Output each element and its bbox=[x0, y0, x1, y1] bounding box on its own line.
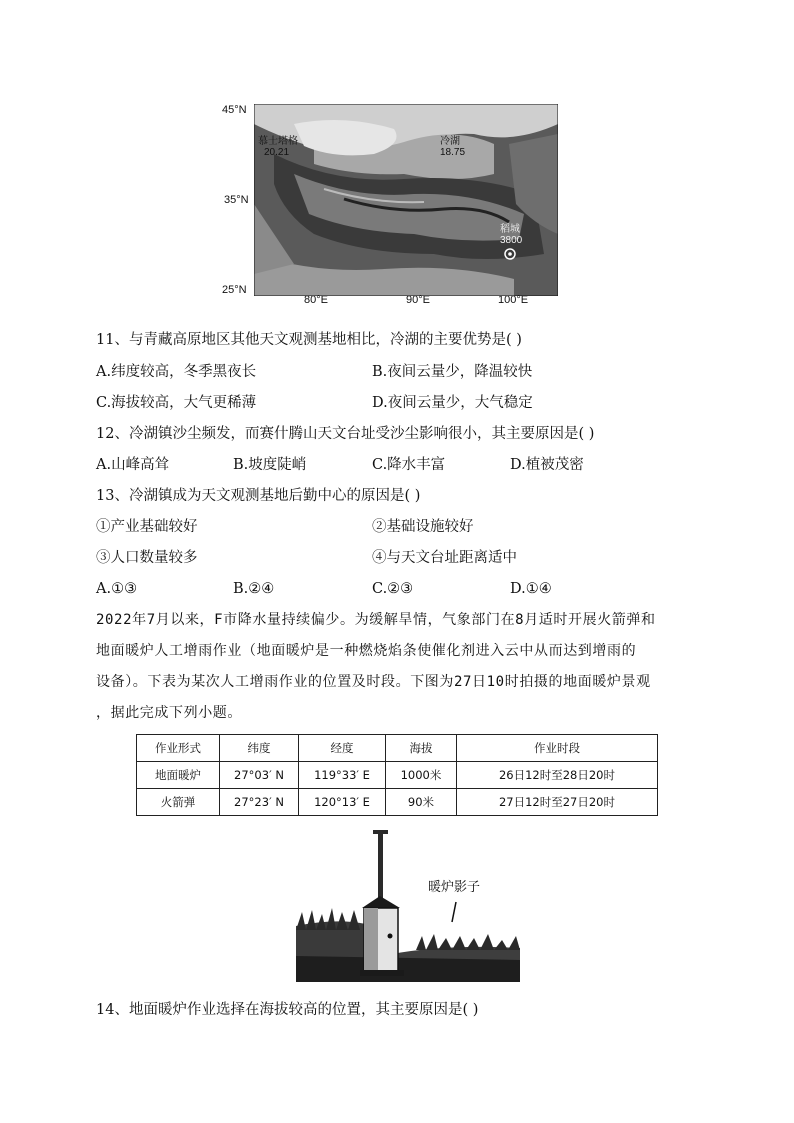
lon-label-80: 80°E bbox=[304, 294, 328, 306]
lon-label-90: 90°E bbox=[406, 294, 430, 306]
table-cell: 119°33′ E bbox=[299, 762, 386, 789]
table-cell: 27°23′ N bbox=[220, 789, 299, 816]
q13-option-b: B.②④ bbox=[233, 581, 275, 597]
q12-stem: 12、冷湖镇沙尘频发，而赛什腾山天文台址受沙尘影响很小，其主要原因是( ) bbox=[96, 426, 595, 442]
lat-label-45: 45°N bbox=[222, 104, 247, 116]
ground-burner-photo bbox=[296, 826, 520, 982]
q11-option-b: B.夜间云量少，降温较快 bbox=[372, 364, 533, 380]
passage-line-3: 设备）。下表为某次人工增雨作业的位置及时段。下图为27日10时拍摄的地面暖炉景观 bbox=[96, 674, 651, 690]
terrain-map-image bbox=[254, 104, 558, 296]
q11-option-a: A.纬度较高，冬季黑夜长 bbox=[96, 364, 257, 380]
rain-enhancement-table bbox=[136, 734, 658, 816]
lat-label-25: 25°N bbox=[222, 284, 247, 296]
table-header-cell: 作业时段 bbox=[457, 735, 658, 762]
q12-option-a: A.山峰高耸 bbox=[96, 457, 170, 473]
passage-line-2: 地面暖炉人工增雨作业（地面暖炉是一种燃烧焰条使催化剂进入云中从而达到增雨的 bbox=[96, 643, 637, 659]
table-cell: 27日12时至27日20时 bbox=[457, 789, 658, 816]
q11-option-c: C.海拔较高，大气更稀薄 bbox=[96, 395, 257, 411]
q13-stem: 13、冷湖镇成为天文观测基地后勤中心的原因是( ) bbox=[96, 488, 421, 504]
q13-statement-4: ④与天文台址距离适中 bbox=[372, 550, 517, 566]
ground-burner-photo-figure bbox=[296, 826, 520, 982]
table-header-row bbox=[137, 735, 658, 762]
table-cell: 27°03′ N bbox=[220, 762, 299, 789]
lon-label-100: 100°E bbox=[498, 294, 529, 306]
qinghai-tibet-map-figure bbox=[222, 104, 562, 310]
site-label-lenghu: 冷湖 18.75 bbox=[440, 136, 466, 158]
q11-stem: 11、与青藏高原地区其他天文观测基地相比，冷湖的主要优势是( ) bbox=[96, 332, 522, 348]
q13-statement-2: ②基础设施较好 bbox=[372, 519, 474, 535]
site-label-daocheng: 稻城 3800 bbox=[500, 224, 523, 246]
table-header-cell: 纬度 bbox=[220, 735, 299, 762]
q12-option-b: B.坡度陡峭 bbox=[233, 457, 307, 473]
table-cell: 120°13′ E bbox=[299, 789, 386, 816]
q13-option-a: A.①③ bbox=[96, 581, 138, 597]
table-cell: 地面暖炉 bbox=[137, 762, 220, 789]
q13-statement-1: ①产业基础较好 bbox=[96, 519, 198, 535]
lat-label-35: 35°N bbox=[224, 194, 249, 206]
q13-statement-3: ③人口数量较多 bbox=[96, 550, 198, 566]
table-cell: 1000米 bbox=[386, 762, 457, 789]
passage-line-1: 2022年7月以来，F市降水量持续偏少。为缓解旱情，气象部门在8月适时开展火箭弹和 bbox=[96, 612, 656, 628]
table-header-cell: 作业形式 bbox=[137, 735, 220, 762]
q13-option-d: D.①④ bbox=[510, 581, 552, 597]
table-header-cell: 经度 bbox=[299, 735, 386, 762]
table-cell: 26日12时至28日20时 bbox=[457, 762, 658, 789]
table-cell: 火箭弹 bbox=[137, 789, 220, 816]
q13-option-c: C.②③ bbox=[372, 581, 414, 597]
q11-option-d: D.夜间云量少，大气稳定 bbox=[372, 395, 533, 411]
q12-option-c: C.降水丰富 bbox=[372, 457, 446, 473]
burner-shadow-label: 暖炉影子 bbox=[428, 879, 481, 894]
table-cell: 90米 bbox=[386, 789, 457, 816]
passage-line-4: ，据此完成下列小题。 bbox=[96, 705, 242, 721]
table-row bbox=[137, 789, 658, 816]
table-row bbox=[137, 762, 658, 789]
table-header-cell: 海拔 bbox=[386, 735, 457, 762]
site-label-muztagh: 慕士塔格 20.21 bbox=[258, 136, 298, 158]
q12-option-d: D.植被茂密 bbox=[510, 457, 584, 473]
q14-stem: 14、地面暖炉作业选择在海拔较高的位置，其主要原因是( ) bbox=[96, 1002, 479, 1018]
